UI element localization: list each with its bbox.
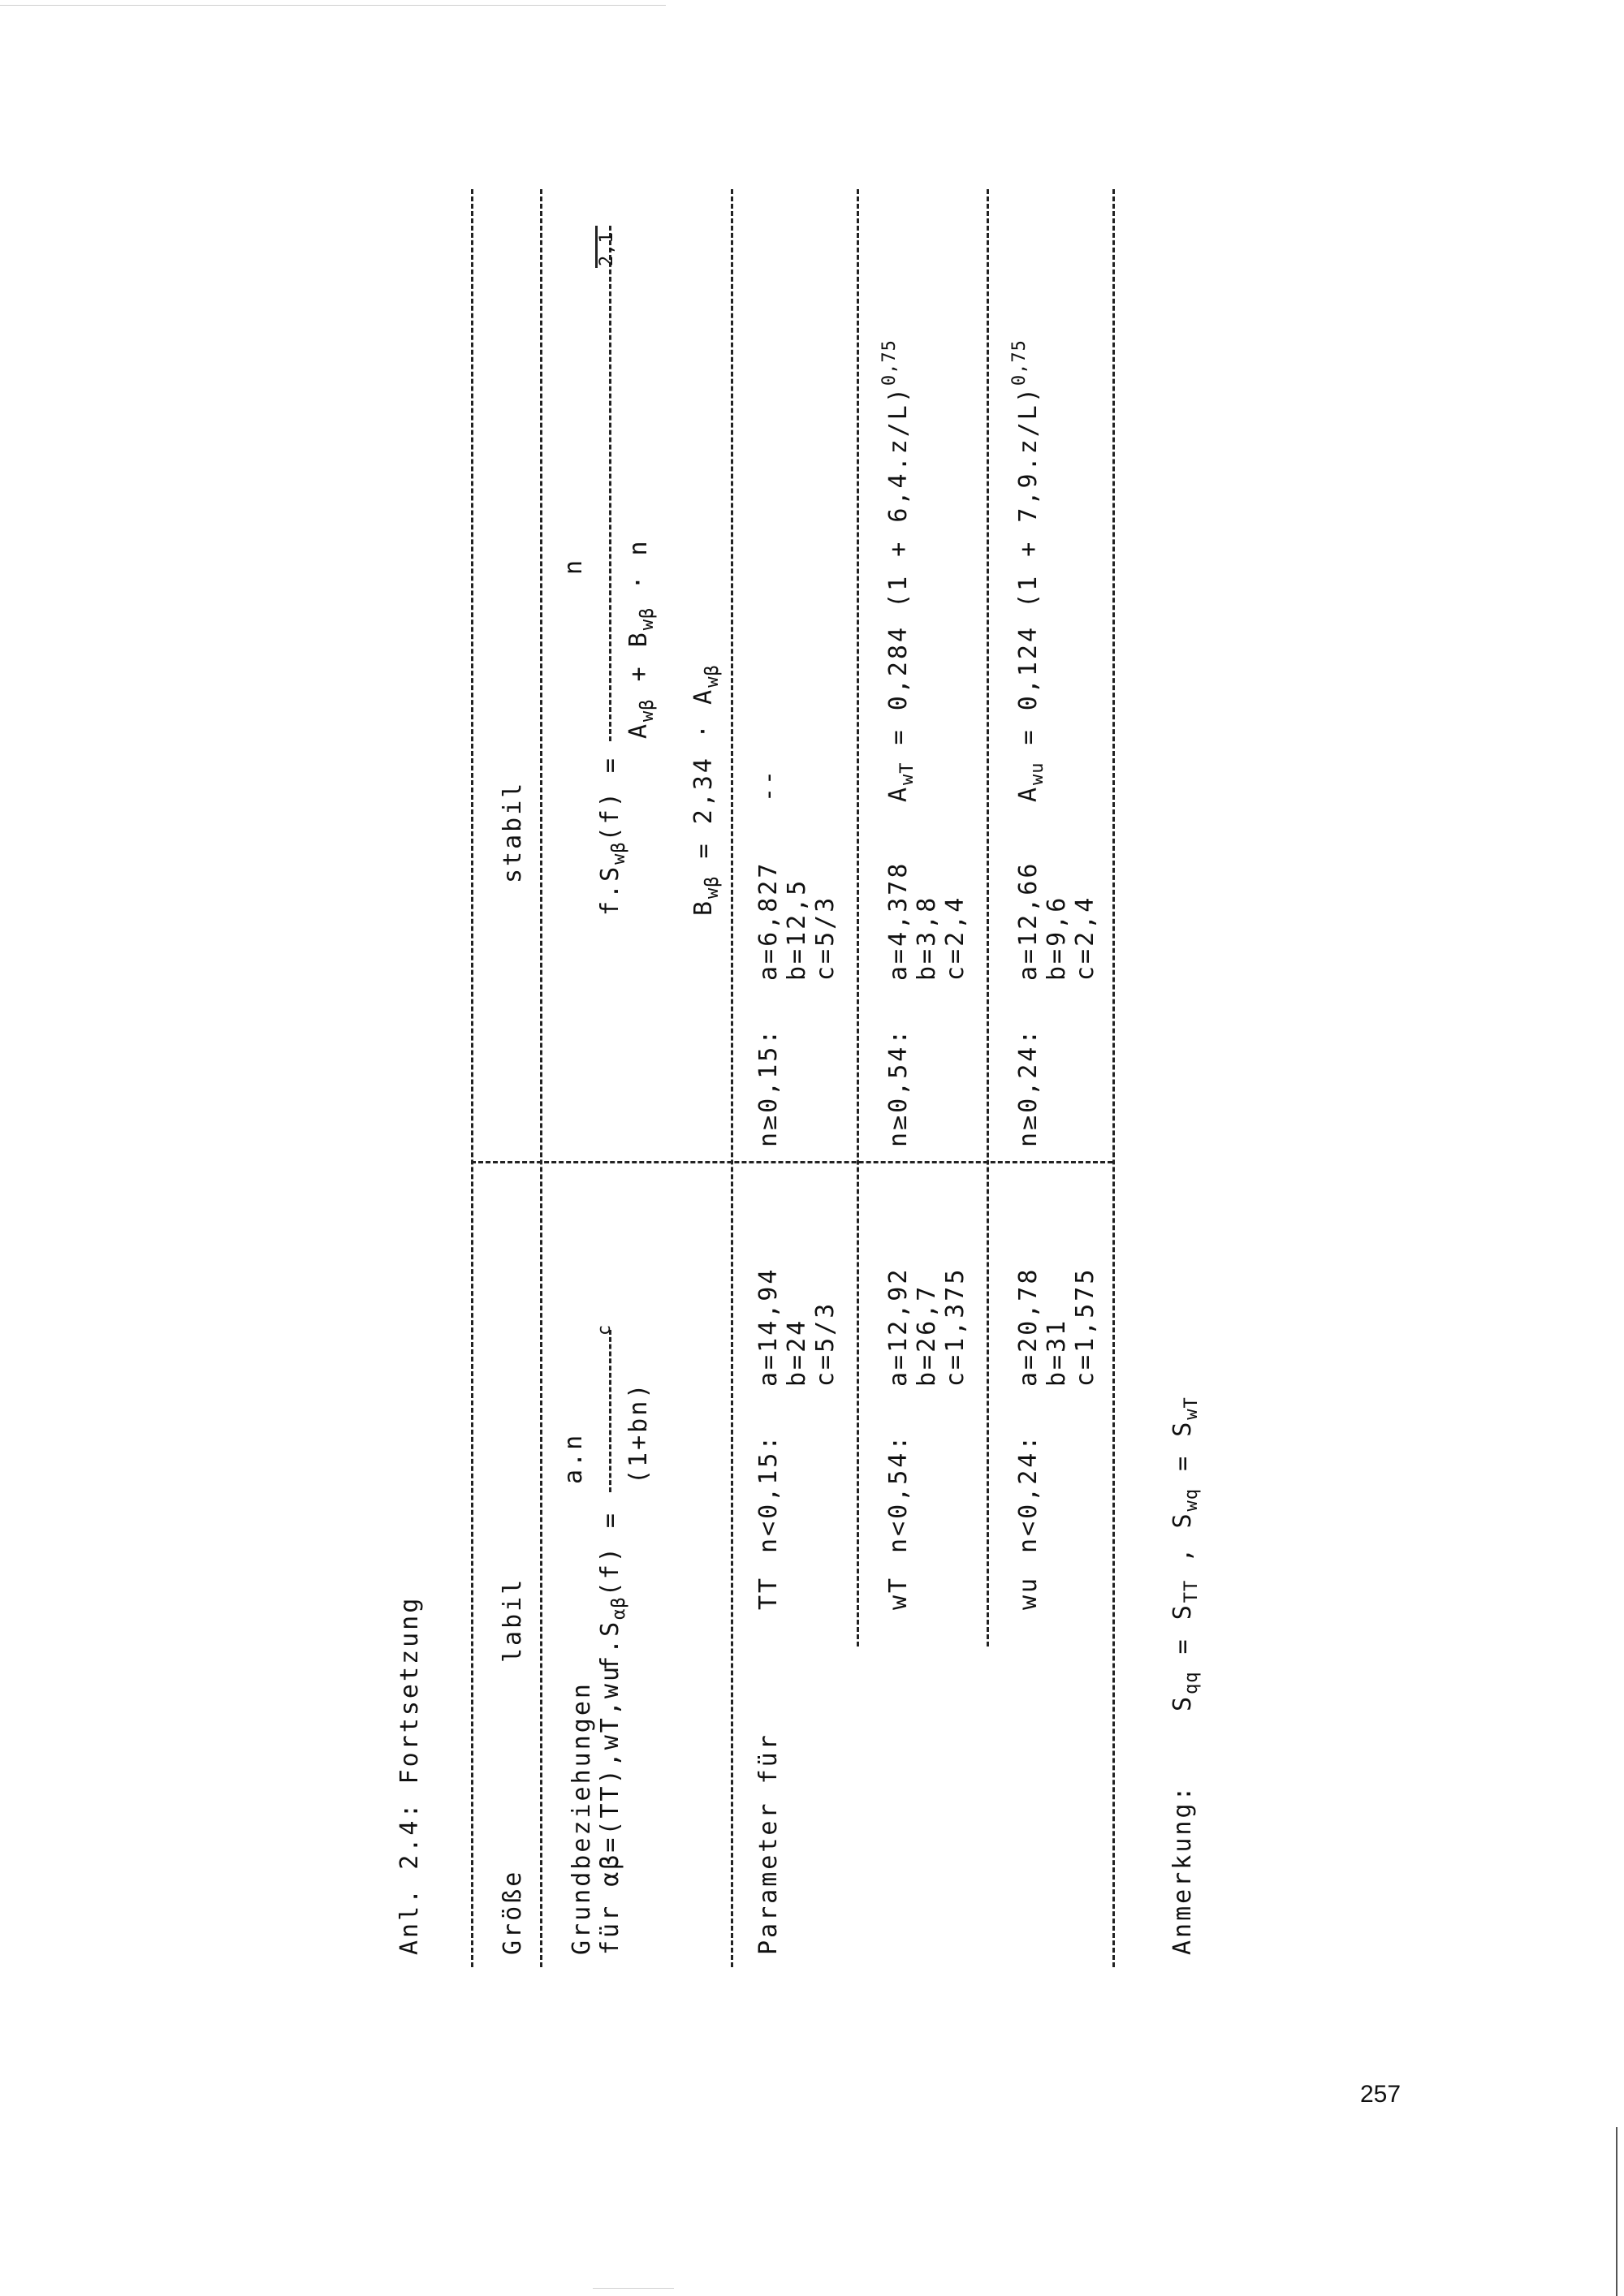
stabil-exponent: 2,1 [597, 231, 617, 266]
wt-relation: $A_{wT} = 0,284$ $(1 + 6,4.z/L)^{0,75}$ [879, 339, 918, 802]
scan-edge-mark [0, 5, 666, 6]
wt-stabil-a: a=4,378 [884, 861, 913, 981]
wt-labil-b: b=26,7 [913, 1284, 941, 1387]
column-divider [471, 1161, 1112, 1163]
row-key-wu: wu [1014, 1575, 1043, 1610]
row-key-wT: wT [884, 1575, 913, 1610]
params-label: Parameter für [754, 1733, 783, 1955]
page-number: 257 [1360, 2081, 1402, 2108]
stabil-numerator: n [559, 557, 588, 575]
wu-stabil-c: c=2,4 [1071, 895, 1099, 981]
wt-stabil-b: b=3,8 [913, 895, 941, 981]
tt-stabil-a: a=6,827 [754, 861, 783, 981]
wu-stabil-b: b=9,6 [1043, 895, 1071, 981]
rule-row-2 [987, 189, 989, 1646]
wt-stabil-c: c=2,4 [941, 895, 970, 981]
remark-formula: $S_{qq} = S_{TT}$ , $S_{wq} = S_{wT}$ [1168, 1396, 1202, 1711]
wt-labil-c: c=1,375 [941, 1267, 970, 1387]
wu-labil-b: b=31 [1043, 1318, 1071, 1387]
tt-labil-cond: n<0,15: [754, 1433, 783, 1553]
tt-stabil-cond: n≥0,15: [754, 1027, 783, 1147]
wt-labil-a: a=12,92 [884, 1267, 913, 1387]
wt-labil-cond: n<0,54: [884, 1433, 913, 1553]
stabil-denominator: $A_{w\beta} + B_{w\beta} \cdot n$ [624, 538, 658, 739]
wu-stabil-a: a=12,66 [1014, 861, 1043, 981]
tt-labil-a: a=14,94 [754, 1267, 783, 1387]
size-label: Größe [499, 1869, 527, 1955]
rule-top [471, 189, 473, 1967]
rule-params-top [731, 189, 733, 1967]
stabil-exponent-overline [595, 226, 598, 268]
page-title: Anl. 2.4: Fortsetzung [395, 1595, 424, 1955]
tt-labil-b: b=24 [783, 1318, 811, 1387]
stabil-fraction-bar [609, 226, 611, 741]
tt-labil-c: c=5/3 [811, 1301, 840, 1387]
stabil-formula-lhs: $f.S_{w\beta}(f)$ = [596, 756, 629, 916]
labil-formula-lhs: $f.S_{\alpha\beta}(f)$ = [596, 1511, 629, 1671]
wu-labil-cond: n<0,24: [1014, 1433, 1043, 1553]
wt-stabil-cond: n≥0,54: [884, 1027, 913, 1147]
wu-labil-a: a=20,78 [1014, 1267, 1043, 1387]
stabil-heading: stabil [499, 780, 527, 883]
tt-stabil-b: b=12,5 [783, 878, 811, 981]
grund-label-2: für αβ=(TT),wT,wu [596, 1664, 624, 1955]
wu-stabil-cond: n≥0,24: [1014, 1027, 1043, 1147]
labil-fraction-bar [609, 1330, 611, 1492]
labil-heading: labil [499, 1577, 527, 1663]
rule-header-bottom [540, 189, 542, 1967]
scan-edge-line [1616, 2127, 1618, 2296]
labil-exponent: c [594, 1323, 615, 1336]
b-relation: $B_{w\beta} = 2,34 \cdot A_{w\beta}$ [689, 664, 723, 916]
rule-bottom [1112, 189, 1115, 1967]
remark-label: Anmerkung: [1168, 1784, 1197, 1955]
scan-edge-mark-bottom [593, 2288, 674, 2289]
labil-denominator: (1+bn) [624, 1381, 653, 1484]
wu-labil-c: c=1,575 [1071, 1267, 1099, 1387]
row-key-TT: TT [754, 1575, 783, 1610]
tt-stabil-c: c=5/3 [811, 895, 840, 981]
tt-relation: -- [754, 767, 783, 802]
rule-row-1 [857, 189, 859, 1646]
wu-relation: $A_{wu} = 0,124$ $(1 + 7,9.z/L)^{0,75}$ [1009, 339, 1047, 802]
labil-numerator: a.n [559, 1432, 588, 1484]
grund-label-1: Grundbeziehungen [568, 1681, 596, 1955]
